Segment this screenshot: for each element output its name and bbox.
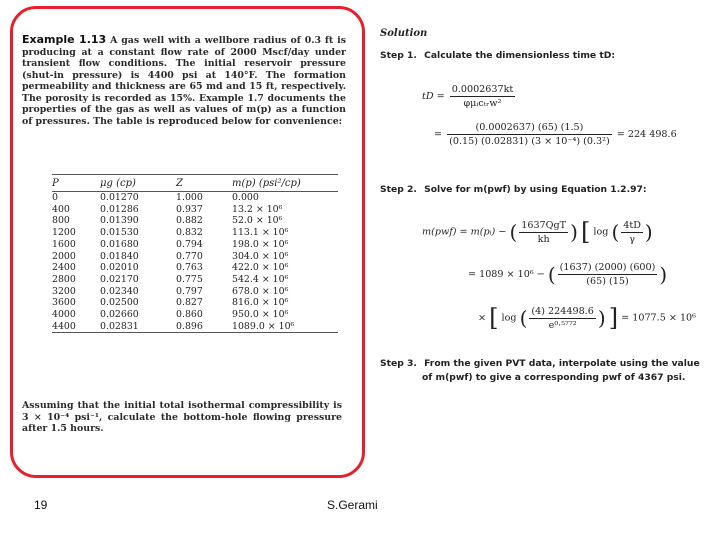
eq2-line3-times: × — [478, 312, 487, 324]
table-cell: 800 — [52, 215, 70, 227]
table-row — [52, 192, 338, 204]
table-cell: 0.775 — [176, 273, 203, 285]
table-cell: 0.02340 — [100, 285, 139, 297]
eq2-line2-denominator: (65) (15) — [586, 276, 629, 287]
example-page — [22, 34, 346, 470]
eq2-log-paren-close: ) — [644, 220, 653, 244]
table-row — [52, 215, 338, 227]
table-row — [52, 286, 338, 298]
table-cell: 4400 — [52, 321, 100, 333]
table-cell: 2000 — [52, 250, 76, 262]
table-cell: 0.02660 — [100, 309, 139, 321]
table-cell: 0.01270 — [100, 192, 139, 203]
page-number: 19 — [34, 498, 48, 512]
eq2-log-numerator: 4tD — [623, 219, 641, 231]
step-3-line1: From the given PVT data, interpolate using the value — [424, 358, 700, 369]
equation-mpwf — [422, 218, 653, 246]
table-cell: 2400 — [52, 262, 76, 274]
table-cell: 13.2 × 10⁶ — [232, 203, 283, 215]
eq2-bracket-open: [ — [580, 218, 591, 246]
table-cell: 0.797 — [176, 285, 203, 297]
eq2-line2-paren-close: ) — [659, 262, 668, 287]
eq2-line3-fraction — [529, 306, 595, 331]
table-cell: 0.882 — [176, 215, 203, 227]
table-cell: 0.01680 — [100, 238, 139, 250]
table-header-mp: m(p) (psi²/cp) — [232, 175, 338, 192]
eq1-fraction — [450, 84, 516, 109]
table-row — [52, 251, 338, 263]
table-cell: 0.860 — [176, 309, 203, 321]
eq1-denominator-2: (0.15) (0.02831) (3 × 10⁻⁴) (0.3²) — [449, 136, 610, 147]
step-3 — [380, 358, 700, 369]
table-cell: 422.0 × 10⁶ — [232, 262, 289, 274]
solution-page — [378, 26, 708, 396]
eq2-numerator: 1637QgT — [521, 219, 567, 231]
table-row — [52, 227, 338, 239]
table-cell: 0.01390 — [100, 215, 139, 227]
eq2-line3-log: log — [501, 312, 517, 324]
eq1-result: = 224 498.6 — [616, 129, 677, 140]
table-cell: 1.000 — [176, 192, 203, 203]
eq2-line3-numerator: (4) 224498.6 — [531, 305, 594, 317]
table-header-row — [52, 175, 338, 192]
table-row — [52, 204, 338, 216]
table-cell: 678.0 × 10⁶ — [232, 285, 289, 297]
table-cell: 52.0 × 10⁶ — [232, 215, 283, 227]
eq1-denominator: φμᵢcₜᵣw² — [463, 98, 502, 109]
eq2-fraction — [519, 220, 568, 245]
table-cell: 2800 — [52, 273, 76, 285]
footer-author: S.Gerami — [327, 498, 378, 512]
table-cell: 0.02170 — [100, 273, 139, 285]
eq2-line2-paren-open: ( — [547, 262, 556, 287]
solution-title: Solution — [380, 28, 428, 39]
table-cell: 0.832 — [176, 227, 203, 239]
table-cell: 3200 — [52, 285, 76, 297]
step-3-index: Step 3. — [380, 358, 417, 369]
table-cell: 816.0 × 10⁶ — [232, 297, 289, 309]
pvt-table — [52, 174, 338, 333]
table-cell: 0.770 — [176, 250, 203, 262]
table-cell: 113.1 × 10⁶ — [232, 227, 289, 239]
table-cell: 198.0 × 10⁶ — [232, 238, 289, 250]
step-2 — [380, 184, 647, 195]
table-row — [52, 239, 338, 251]
table-cell: 400 — [52, 203, 70, 215]
table-cell: 1200 — [52, 227, 76, 239]
eq2-line3-bracket-close: ] — [608, 304, 619, 332]
table-cell: 3600 — [52, 297, 76, 309]
eq2-lhs: m(pwf) = m(pᵢ) − — [422, 226, 507, 238]
table-cell: 0.02010 — [100, 262, 139, 274]
table-header-mu: μg (cp) — [100, 175, 176, 192]
table-cell: 0.763 — [176, 262, 203, 274]
table-cell: 0.02500 — [100, 297, 139, 309]
table-cell: 0 — [52, 192, 58, 203]
table-cell: 0.896 — [176, 321, 232, 333]
table-cell: 1600 — [52, 238, 76, 250]
equation-mpwf-line3 — [478, 304, 696, 332]
table-cell: 0.01286 — [100, 203, 139, 215]
table-cell: 1089.0 × 10⁶ — [232, 321, 338, 333]
table-cell: 0.01840 — [100, 250, 139, 262]
table-cell: 950.0 × 10⁶ — [232, 309, 289, 321]
eq1-numerator: 0.0002637kt — [451, 84, 514, 95]
eq1-numerator-2: (0.0002637) (65) (1.5) — [447, 122, 612, 135]
equation-td-def — [422, 84, 517, 109]
eq2-line2-numerator: (1637) (2000) (600) — [559, 262, 656, 273]
table-body — [52, 192, 338, 333]
table-cell: 0.937 — [176, 203, 203, 215]
step-1-index: Step 1. — [380, 50, 417, 61]
eq2-line3-result: = 1077.5 × 10⁶ — [621, 312, 697, 324]
eq1-lhs: tD = — [422, 91, 445, 102]
step-2-text: Solve for m(pwf) by using Equation 1.2.97: — [424, 184, 647, 195]
step-3-line2: of m(pwf) to give a corresponding pwf of 4367 psi. — [422, 372, 686, 383]
eq1-fraction-2 — [447, 122, 612, 147]
example-text: A gas well with a wellbore radius of 0.3 ft is producing at a constant flow rate of 2000 Mscf/day under transient flow conditions. The initial reservoir pressure (shut-in pressure) is 4400 psi at 140°F. The formation permeability and thickness are 65 md and 15 ft, respectively. The porosity is recorded as 15%. Example 1.7 documents the properties of the gas as well as values of m(p) as a function of pressures. The table is reproduced below for convenience: — [22, 35, 346, 127]
step-1 — [380, 50, 615, 61]
table-cell: 0.000 — [232, 192, 259, 203]
table-cell: 4000 — [52, 309, 76, 321]
table-cell: 542.4 × 10⁶ — [232, 273, 289, 285]
table-header-p: P — [52, 175, 100, 192]
eq2-paren-open: ( — [509, 220, 518, 244]
eq2-line3-paren-close: ) — [597, 306, 606, 330]
assumption-paragraph: Assuming that the initial total isothermal compressibility is 3 × 10⁻⁴ psi⁻¹, calculate the bottom-hole flowing pressure after 1.5 hours. — [22, 400, 342, 434]
table-header-z: Z — [176, 175, 232, 192]
step-2-index: Step 2. — [380, 184, 417, 195]
table-cell: 0.794 — [176, 238, 203, 250]
eq2-denominator: kh — [537, 233, 550, 245]
table-row — [52, 274, 338, 286]
table-cell: 304.0 × 10⁶ — [232, 250, 289, 262]
eq2-line3-denominator: e⁰·⁵⁷⁷² — [548, 319, 577, 331]
eq1-equals: = — [434, 129, 443, 140]
example-label: Example 1.13 — [22, 33, 107, 46]
eq2-line2-eq: = 1089 × 10⁶ − — [468, 269, 545, 280]
table-row — [52, 297, 338, 309]
example-paragraph — [22, 34, 346, 127]
step-1-text: Calculate the dimensionless time tD: — [424, 50, 616, 61]
table-row — [52, 321, 338, 333]
eq2-line2-fraction — [558, 262, 658, 287]
eq2-log-denominator: γ — [629, 233, 635, 245]
eq2-log-fraction — [621, 220, 643, 245]
table-cell: 0.827 — [176, 297, 203, 309]
eq2-log: log — [593, 226, 609, 238]
eq2-paren-close: ) — [570, 220, 578, 244]
table-cell: 0.01530 — [100, 227, 139, 239]
table-cell: 0.02831 — [100, 321, 176, 333]
eq2-line3-bracket-open: [ — [489, 304, 499, 332]
equation-mpwf-line2 — [468, 262, 667, 287]
table-row — [52, 262, 338, 274]
equation-td-value — [434, 122, 677, 147]
table-row — [52, 309, 338, 321]
eq2-line3-paren-open: ( — [519, 306, 528, 330]
eq2-log-paren-open: ( — [611, 220, 620, 244]
